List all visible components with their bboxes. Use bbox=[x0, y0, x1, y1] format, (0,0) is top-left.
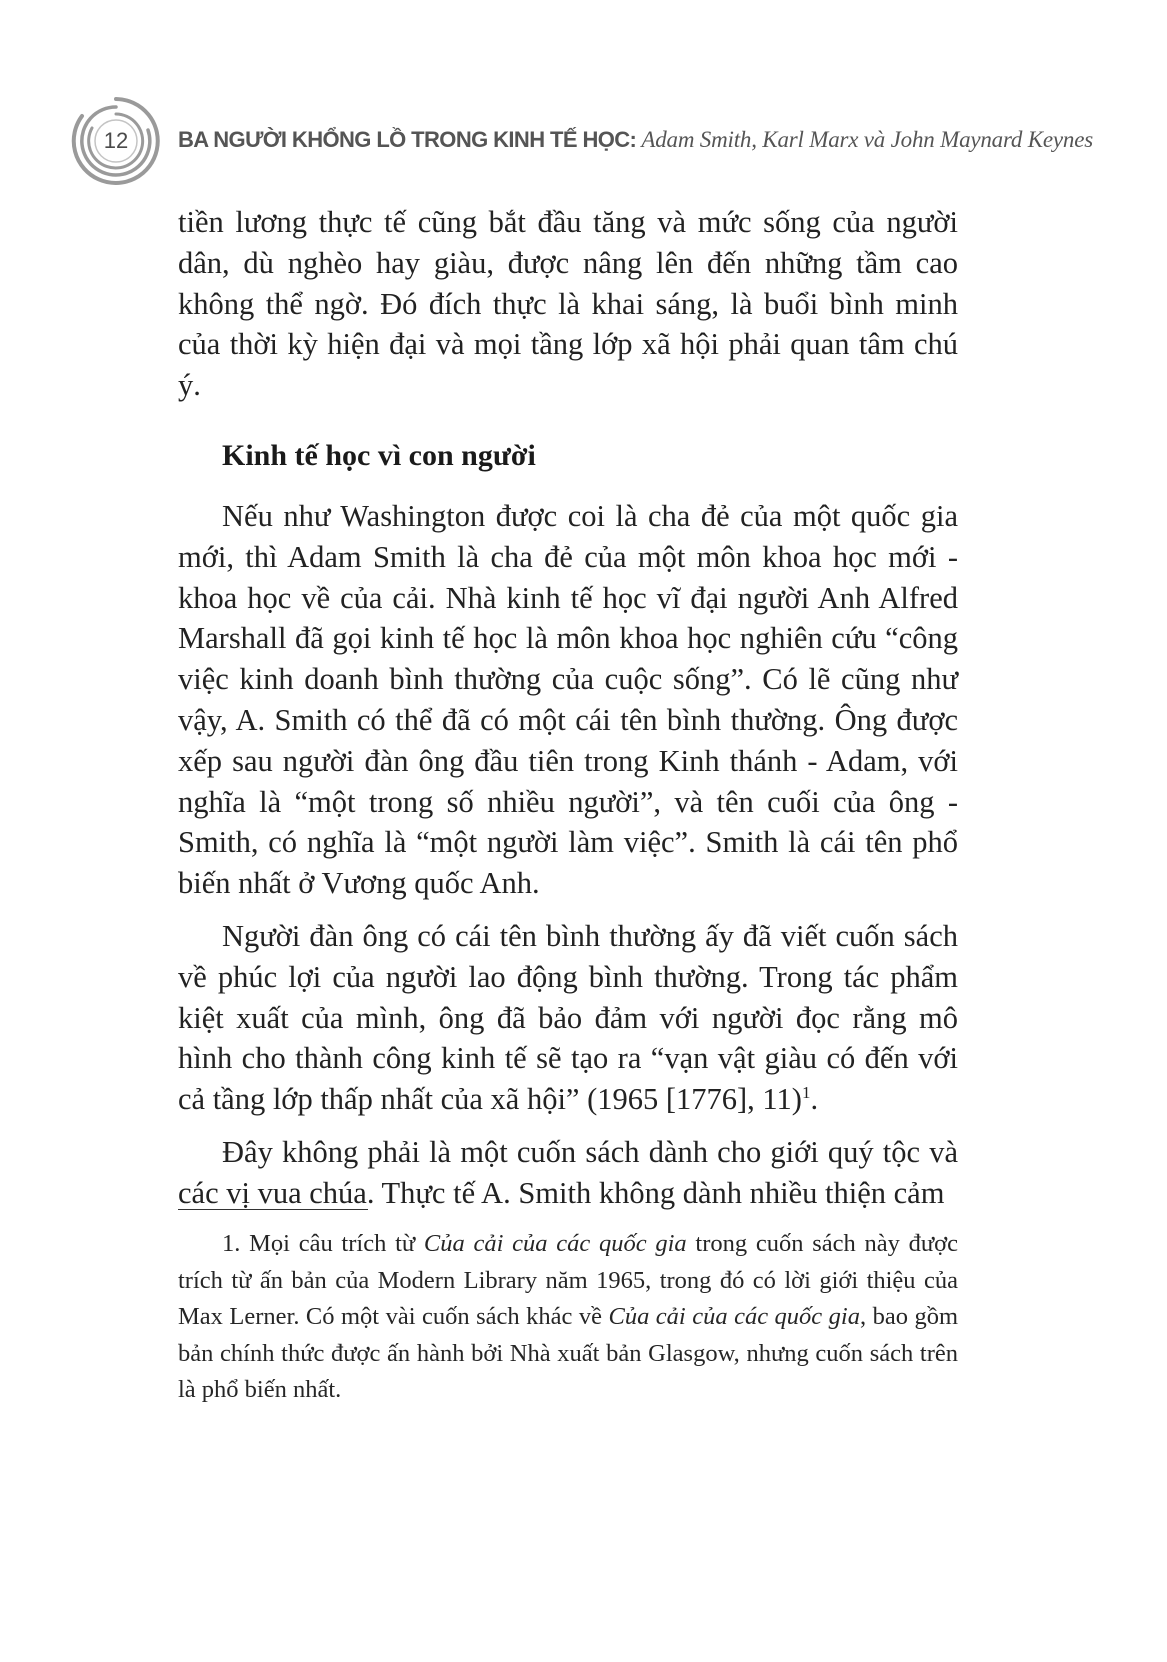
body-text bbox=[178, 202, 958, 1214]
running-head-subtitle: Adam Smith, Karl Marx và John Maynard Keynes bbox=[636, 127, 1093, 152]
running-head-title: BA NGƯỜI KHỔNG LỒ TRONG KINH TẾ HỌC: bbox=[178, 127, 637, 152]
paragraph-continuation: tiền lương thực tế cũng bắt đầu tăng và mức sống của người dân, dù nghèo hay giàu, được nâng lên đến những tầm cao không thể ngờ. Đó đích thực là khai sáng, là buổi bình minh của thời kỳ hiện đại và mọi tầng lớp xã hội phải quan tâm chú ý. bbox=[178, 205, 958, 403]
footnote-tail: , bao gồm bản chính thức được ấn hành bởi Nhà xuất bản Glasgow, nhưng cuốn sách trên là phổ biến nhất. bbox=[178, 1303, 959, 1403]
paragraph-aristocracy: Đây không phải là một cuốn sách dành cho giới quý tộc và các vị vua chúa. Thực tế A. Smith không dành nhiều thiện cảm bbox=[178, 1134, 958, 1210]
paragraph-ordinary-man bbox=[178, 916, 958, 1120]
footnote-book-title-1: Của cải của các quốc gia bbox=[423, 1230, 687, 1257]
footnote-lead: 1. Mọi câu trích từ bbox=[222, 1230, 424, 1257]
paragraph-washington: Nếu như Washington được coi là cha đẻ của một quốc gia mới, thì Adam Smith là cha đẻ của một môn khoa học mới - khoa học về của cải. Nhà kinh tế học vĩ đại người Anh Alfred Marshall đã gọi kinh tế học là môn khoa học nghiên cứu “công việc kinh doanh bình thường của cuộc sống”. Có lẽ cũng như vậy, A. Smith có thể đã có một cái tên bình thường. Ông được xếp sau người đàn ông đầu tiên trong Kinh thánh - Adam, với nghĩa là “một trong số nhiều người”, và tên cuối của ông - Smith, có nghĩa là “một người làm việc”. Smith là cái tên phổ biến nhất ở Vương quốc Anh. bbox=[178, 498, 958, 901]
footnote-book-title-2: Của cải của các quốc gia bbox=[608, 1303, 860, 1330]
page-number: 12 bbox=[103, 128, 129, 153]
footnote-reference: 1 bbox=[801, 1082, 811, 1102]
footnote-divider bbox=[178, 1209, 368, 1210]
running-head bbox=[178, 127, 1093, 154]
paragraph-ordinary-man-text: Người đàn ông có cái tên bình thường ấy đã viết cuốn sách về phúc lợi của người lao động bình thường. Trong tác phẩm kiệt xuất của mình, ông đã bảo đảm với người đọc rằng mô hình cho thành công kinh tế sẽ tạo ra “vạn vật giàu có đến với cả tầng lớp thấp nhất của xã hội” (1965 [1776], 11) bbox=[178, 918, 958, 1117]
paragraph-ordinary-man-end: . bbox=[810, 1082, 819, 1117]
footnote-middle: trong cuốn sách này được trích từ ấn bản của Modern Library năm 1965, trong đó có lời giới thiệu của Max Lerner. Có một vài cuốn sách khác về bbox=[178, 1230, 958, 1330]
footnote bbox=[178, 1226, 958, 1409]
section-heading: Kinh tế học vì con người bbox=[222, 438, 536, 472]
footnote-text bbox=[178, 1226, 958, 1409]
running-header bbox=[70, 95, 1093, 187]
